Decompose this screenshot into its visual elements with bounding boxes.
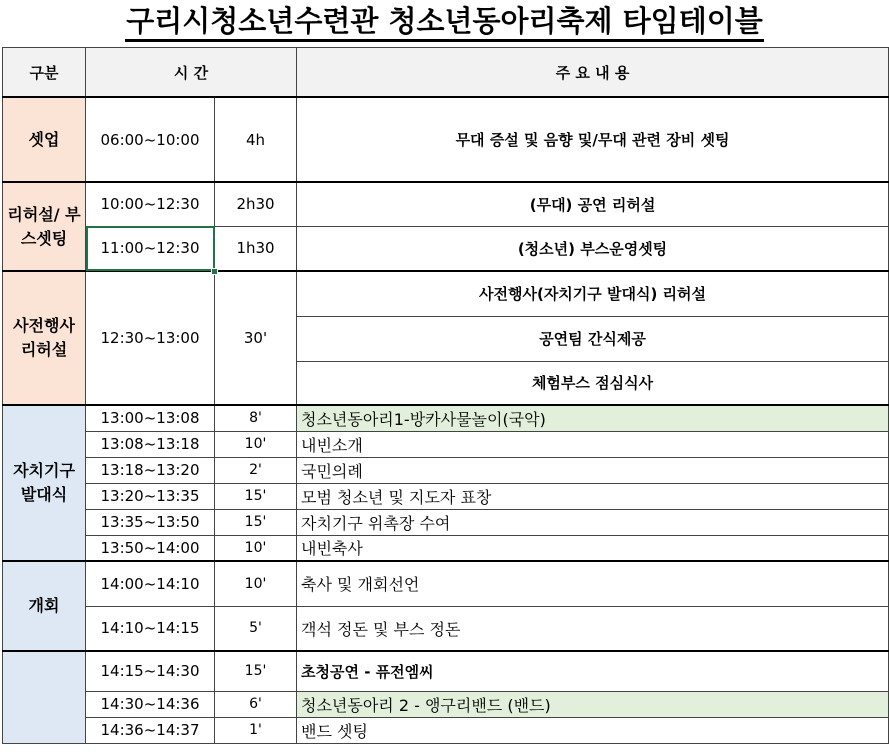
header-time[interactable]: 시 간	[86, 48, 297, 98]
duration-cell[interactable]: 4h	[215, 97, 297, 182]
time-cell[interactable]: 13:00~13:08	[86, 405, 215, 431]
time-cell[interactable]: 13:08~13:18	[86, 431, 215, 457]
duration-cell[interactable]: 2h30	[215, 182, 297, 226]
category-setup[interactable]: 셋업	[3, 97, 86, 182]
category-pre-event[interactable]: 사전행사 리허설	[3, 271, 86, 405]
time-cell[interactable]: 14:15~14:30	[86, 651, 215, 691]
time-cell[interactable]: 13:20~13:35	[86, 483, 215, 509]
table-row	[3, 226, 889, 271]
duration-cell[interactable]: 2'	[215, 457, 297, 483]
page-title: 구리시청소년수련관 청소년동아리축제 타임테이블	[125, 4, 764, 42]
time-cell[interactable]: 14:36~14:37	[86, 717, 215, 743]
table-row	[3, 717, 889, 743]
time-cell[interactable]: 13:18~13:20	[86, 457, 215, 483]
table-row	[3, 405, 889, 431]
time-cell[interactable]: 10:00~12:30	[86, 182, 215, 226]
time-cell-selected[interactable]: 11:00~12:30	[86, 226, 215, 271]
time-cell[interactable]: 14:30~14:36	[86, 691, 215, 717]
duration-cell[interactable]: 10'	[215, 535, 297, 561]
duration-cell[interactable]: 8'	[215, 405, 297, 431]
duration-cell[interactable]: 30'	[215, 271, 297, 405]
table-row	[3, 561, 889, 606]
time-cell[interactable]: 06:00~10:00	[86, 97, 215, 182]
selection-fill-handle[interactable]	[211, 268, 218, 275]
duration-cell[interactable]: 1'	[215, 717, 297, 743]
header-content[interactable]: 주 요 내 용	[297, 48, 889, 98]
duration-cell[interactable]: 15'	[215, 651, 297, 691]
table-header-row	[3, 48, 889, 98]
table-row	[3, 457, 889, 483]
content-cell[interactable]: 체험부스 점심식사	[297, 361, 889, 405]
table-row	[3, 483, 889, 509]
time-cell[interactable]: 14:00~14:10	[86, 561, 215, 606]
table-row	[3, 509, 889, 535]
content-cell[interactable]: 청소년동아리 2 - 앵구리밴드 (밴드)	[297, 691, 889, 717]
time-cell[interactable]: 12:30~13:00	[86, 271, 215, 405]
content-cell[interactable]: 무대 증설 및 음향 및/무대 관련 장비 셋팅	[297, 97, 889, 182]
content-cell[interactable]: 국민의례	[297, 457, 889, 483]
content-cell[interactable]: 청소년동아리1-방카사물놀이(국악)	[297, 405, 889, 431]
content-cell[interactable]: 자치기구 위촉장 수여	[297, 509, 889, 535]
content-cell[interactable]: 공연팀 간식제공	[297, 316, 889, 361]
timetable	[2, 47, 889, 744]
table-row	[3, 271, 889, 316]
time-cell[interactable]: 14:10~14:15	[86, 606, 215, 651]
table-row	[3, 431, 889, 457]
category-performance[interactable]	[3, 651, 86, 743]
page-title-wrap	[0, 0, 889, 46]
content-cell[interactable]: (무대) 공연 리허설	[297, 182, 889, 226]
duration-cell[interactable]: 6'	[215, 691, 297, 717]
category-opening[interactable]: 개회	[3, 561, 86, 651]
content-cell[interactable]: 사전행사(자치기구 발대식) 리허설	[297, 271, 889, 316]
duration-cell[interactable]: 10'	[215, 561, 297, 606]
content-cell[interactable]: 내빈소개	[297, 431, 889, 457]
table-row	[3, 535, 889, 561]
duration-cell[interactable]: 15'	[215, 483, 297, 509]
duration-cell[interactable]: 15'	[215, 509, 297, 535]
content-cell[interactable]: 밴드 셋팅	[297, 717, 889, 743]
duration-cell[interactable]: 1h30	[215, 226, 297, 271]
time-cell[interactable]: 13:35~13:50	[86, 509, 215, 535]
content-cell[interactable]: 축사 및 개회선언	[297, 561, 889, 606]
header-category[interactable]: 구분	[3, 48, 86, 98]
content-cell[interactable]: 객석 정돈 및 부스 정돈	[297, 606, 889, 651]
content-cell[interactable]: 모범 청소년 및 지도자 표창	[297, 483, 889, 509]
content-cell[interactable]: (청소년) 부스운영셋팅	[297, 226, 889, 271]
category-rehearsal[interactable]: 리허설/ 부스셋팅	[3, 182, 86, 271]
table-row	[3, 97, 889, 182]
content-cell[interactable]: 초청공연 - 퓨전엠씨	[297, 651, 889, 691]
category-launch[interactable]: 자치기구 발대식	[3, 405, 86, 561]
table-row	[3, 651, 889, 691]
table-row	[3, 606, 889, 651]
time-cell[interactable]: 13:50~14:00	[86, 535, 215, 561]
duration-cell[interactable]: 10'	[215, 431, 297, 457]
content-cell[interactable]: 내빈축사	[297, 535, 889, 561]
table-row	[3, 691, 889, 717]
duration-cell[interactable]: 5'	[215, 606, 297, 651]
table-row	[3, 182, 889, 226]
